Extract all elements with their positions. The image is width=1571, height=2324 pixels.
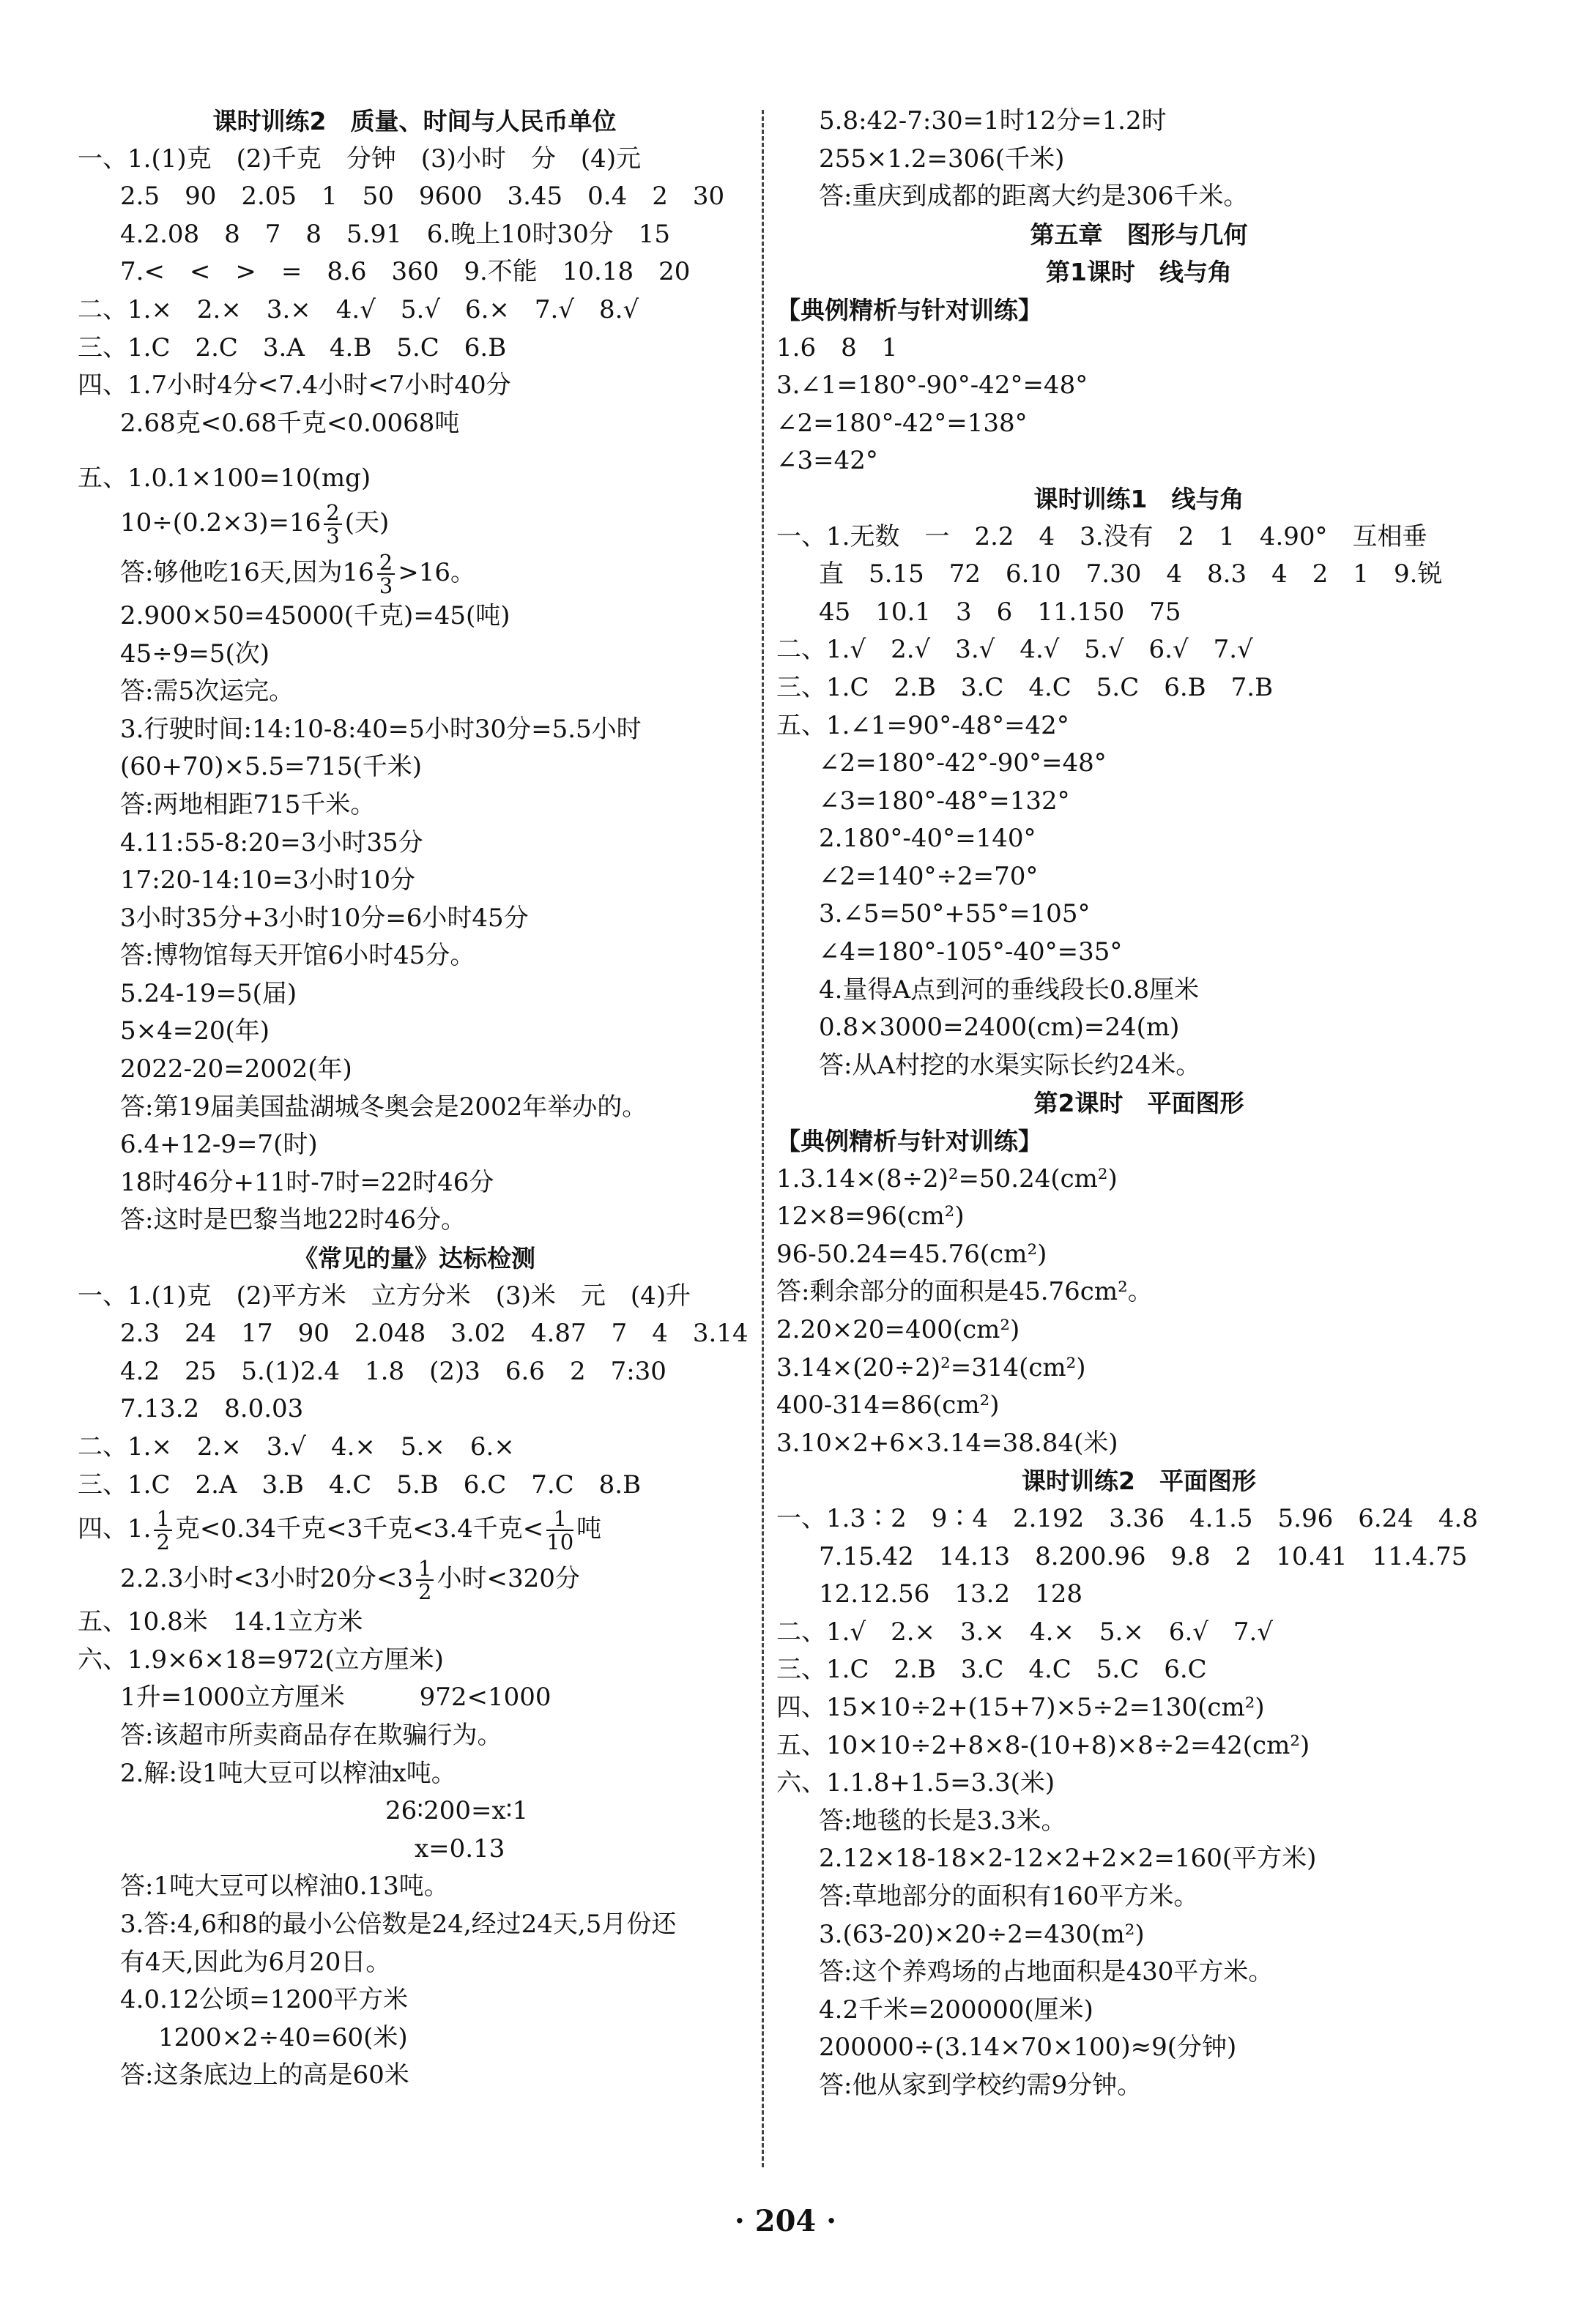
answer-line: ∠3=180°-48°=132° — [819, 786, 1070, 816]
answer-line: ∠2=140°÷2=70° — [819, 861, 1039, 891]
fraction — [416, 1557, 434, 1604]
line-text: >16。 — [398, 557, 476, 587]
line-text: 小时<320分 — [437, 1564, 580, 1594]
answer-line: 三、1.C 2.B 3.C 4.C 5.C 6.C — [776, 1655, 1207, 1685]
answer-line: ∠3=42° — [776, 446, 878, 476]
answer-line: 直 5.15 72 6.10 7.30 4 8.3 4 2 1 9.锐 — [819, 559, 1443, 589]
answer-line: 3.∠1=180°-90°-42°=48° — [776, 370, 1088, 401]
column-divider — [762, 110, 764, 2167]
answer-line: 二、1.× 2.× 3.√ 4.× 5.× 6.× — [78, 1432, 515, 1461]
answer-line: 答:两地相距715千米。 — [120, 789, 376, 819]
answer-line: 答:该超市所卖商品存在欺骗行为。 — [120, 1720, 502, 1750]
answer-line: 二、1.√ 2.√ 3.√ 4.√ 5.√ 6.√ 7.√ — [776, 635, 1253, 665]
line-text: 答:够他吃16天,因为16 — [120, 557, 374, 587]
answer-line: 5×4=20(年) — [120, 1016, 270, 1046]
fraction-numerator: 2 — [377, 551, 395, 575]
answer-line: 12.12.56 13.2 128 — [819, 1579, 1083, 1609]
answer-line: ∠4=180°-105°-40°=35° — [819, 937, 1123, 967]
answer-line: 答:重庆到成都的距离大约是306千米。 — [819, 182, 1249, 212]
answer-line: 2.解:设1吨大豆可以榨油x吨。 — [120, 1758, 456, 1788]
answer-line: 1.6 8 1 — [776, 332, 898, 362]
answer-line: 三、1.C 2.C 3.A 4.B 5.C 6.B — [78, 332, 507, 362]
section-title: 《常见的量》达标检测 — [294, 1244, 535, 1273]
section-title: 课时训练2 质量、时间与人民币单位 — [212, 107, 617, 135]
answer-line: ∠2=180°-42°=138° — [776, 408, 1028, 438]
answer-line: 答:第19届美国盐湖城冬奥会是2002年举办的。 — [120, 1092, 647, 1122]
answer-line: 2.68克<0.68千克<0.0068吨 — [120, 408, 460, 438]
answer-line: 18时46分+11时-7时=22时46分 — [120, 1167, 494, 1197]
answer-line — [78, 1554, 751, 1604]
answer-line: 255×1.2=306(千米) — [819, 144, 1065, 174]
answer-line: (60+70)×5.5=715(千米) — [120, 752, 423, 782]
answer-line: 3.14×(20÷2)²=314(cm²) — [776, 1352, 1086, 1382]
fraction-numerator: 1 — [416, 1557, 434, 1581]
fraction-denominator: 10 — [546, 1530, 574, 1555]
answer-line: 答:需5次运完。 — [120, 677, 294, 707]
answer-line: 6.4+12-9=7(时) — [120, 1130, 318, 1160]
fraction-numerator: 2 — [324, 502, 341, 525]
section-label: 【典例精析与针对训练】 — [776, 295, 1042, 324]
answer-line: 12×8=96(cm²) — [776, 1202, 965, 1232]
fraction-numerator: 1 — [546, 1508, 573, 1531]
answer-line: 一、1.3∶2 9∶4 2.192 3.36 4.1.5 5.96 6.24 4.8 — [776, 1503, 1478, 1533]
answer-line: 二、1.√ 2.× 3.× 4.× 5.× 6.√ 7.√ — [776, 1617, 1274, 1647]
section-title: 第2课时 平面图形 — [1033, 1089, 1244, 1118]
answer-line: 1200×2÷40=60(米) — [158, 2022, 408, 2052]
answer-line: 2.12×18-18×2-12×2+2×2=160(平方米) — [819, 1844, 1317, 1874]
answer-line: 2.3 24 17 90 2.048 3.02 4.87 7 4 3.14 — [120, 1319, 749, 1349]
section-label: 【典例精析与针对训练】 — [776, 1127, 1042, 1156]
line-text: 10÷(0.2×3)=16 — [120, 507, 322, 537]
answer-line: 5.8:42-7:30=1时12分=1.2时 — [819, 106, 1167, 135]
fraction-numerator: 1 — [154, 1508, 171, 1531]
line-text: 吨 — [576, 1514, 602, 1544]
answer-line: 4.2.08 8 7 8 5.91 6.晚上10时30分 15 — [120, 219, 670, 249]
answer-line: 45÷9=5(次) — [120, 638, 270, 668]
answer-line: 2022-20=2002(年) — [120, 1054, 352, 1084]
answer-line: 三、1.C 2.B 3.C 4.C 5.C 6.B 7.B — [776, 672, 1274, 702]
answer-line: 四、15×10÷2+(15+7)×5÷2=130(cm²) — [776, 1692, 1265, 1722]
line-text: 克<0.34千克<3千克<3.4千克< — [174, 1514, 544, 1544]
answer-line: 答:从A村挖的水渠实际长约24米。 — [819, 1050, 1201, 1080]
answer-line: ∠2=180°-42°-90°=48° — [819, 748, 1107, 778]
answer-line: 答:博物馆每天开馆6小时45分。 — [120, 941, 475, 971]
answer-line: 4.11:55-8:20=3小时35分 — [120, 827, 423, 857]
fraction-denominator: 2 — [418, 1579, 432, 1605]
answer-line: 2.20×20=400(cm²) — [776, 1315, 1020, 1344]
answer-line: 45 10.1 3 6 11.150 75 — [819, 597, 1181, 627]
page-number: · 204 · — [734, 2204, 837, 2238]
answer-line: 五、1.0.1×100=10(mg) — [78, 463, 371, 494]
fraction — [377, 551, 395, 597]
line-text: (天) — [344, 507, 390, 537]
right-column — [776, 103, 1501, 2104]
answer-line: 3小时35分+3小时10分=6小时45分 — [120, 903, 529, 933]
answer-line: 一、1.(1)克 (2)千克 分钟 (3)小时 分 (4)元 — [78, 144, 642, 174]
answer-line — [78, 498, 751, 548]
answer-line: 5.24-19=5(届) — [120, 978, 297, 1008]
answer-line: 400-314=86(cm²) — [776, 1390, 1000, 1420]
answer-line: 六、1.9×6×18=972(立方厘米) — [78, 1645, 444, 1675]
fraction — [324, 499, 341, 548]
answer-line — [78, 548, 751, 597]
answer-line: 2.5 90 2.05 1 50 9600 3.45 0.4 2 30 — [120, 182, 725, 212]
fraction-denominator: 3 — [379, 573, 393, 598]
section-title: 第五章 图形与几何 — [1030, 220, 1248, 249]
answer-line: 3.10×2+6×3.14=38.84(米) — [776, 1428, 1118, 1458]
answer-line: 六、1.1.8+1.5=3.3(米) — [776, 1768, 1055, 1798]
answer-line: 26∶200=x∶1 — [385, 1796, 529, 1826]
answer-line: x=0.13 — [415, 1833, 505, 1863]
fraction — [154, 1505, 171, 1555]
answer-line: 一、1.(1)克 (2)平方米 立方分米 (3)米 元 (4)升 — [78, 1281, 691, 1311]
answer-line: 1升=1000立方厘米 972<1000 — [120, 1683, 551, 1713]
left-column — [78, 103, 751, 2095]
answer-line: 三、1.C 2.A 3.B 4.C 5.B 6.C 7.C 8.B — [78, 1470, 642, 1500]
section-title: 课时训练2 平面图形 — [1022, 1467, 1256, 1496]
answer-line: 2.900×50=45000(千克)=45(吨) — [120, 600, 510, 630]
answer-line: 3.(63-20)×20÷2=430(m²) — [819, 1919, 1145, 1949]
answer-line: 96-50.24=45.76(cm²) — [776, 1239, 1047, 1269]
answer-line: 一、1.无数 一 2.2 4 3.没有 2 1 4.90° 互相垂 — [776, 521, 1427, 551]
answer-line: 答:1吨大豆可以榨油0.13吨。 — [120, 1872, 449, 1902]
answer-line: 7.15.42 14.13 8.200.96 9.8 2 10.41 11.4.75 — [819, 1541, 1468, 1571]
answer-line: 答:这时是巴黎当地22时46分。 — [120, 1205, 466, 1235]
answer-line: 3.∠5=50°+55°=105° — [819, 899, 1091, 929]
answer-line: 4.2 25 5.(1)2.4 1.8 (2)3 6.6 2 7:30 — [120, 1356, 666, 1386]
fraction — [546, 1505, 574, 1555]
answer-line: 4.量得A点到河的垂线段长0.8厘米 — [819, 975, 1200, 1005]
answer-line: 7.13.2 8.0.03 — [120, 1394, 304, 1424]
answer-line: 二、1.× 2.× 3.× 4.√ 5.√ 6.× 7.√ 8.√ — [78, 294, 639, 324]
answer-line: 0.8×3000=2400(cm)=24(m) — [819, 1013, 1180, 1043]
answer-line: 五、10.8米 14.1立方米 — [78, 1607, 363, 1637]
line-text: 2.2.3小时<3小时20分<3 — [120, 1564, 414, 1594]
answer-line: 答:这条底边上的高是60米 — [120, 2060, 409, 2090]
answer-line: 2.180°-40°=140° — [819, 824, 1036, 854]
answer-line: 四、1.7小时4分<7.4小时<7小时40分 — [78, 370, 511, 401]
answer-line: 答:地毯的长是3.3米。 — [819, 1806, 1066, 1836]
answer-line: 3.行驶时间:14:10-8:40=5小时30分=5.5小时 — [120, 714, 642, 744]
fraction-denominator: 2 — [156, 1530, 170, 1555]
answer-line: 1.3.14×(8÷2)²=50.24(cm²) — [776, 1163, 1118, 1193]
section-title: 第1课时 线与角 — [1046, 258, 1232, 287]
line-text: 四、1. — [78, 1514, 152, 1544]
answer-line: 3.答:4,6和8的最小公倍数是24,经过24天,5月份还 — [120, 1909, 677, 1939]
answer-line: 答:草地部分的面积有160平方米。 — [819, 1881, 1199, 1911]
answer-line: 答:他从家到学校约需9分钟。 — [819, 2070, 1143, 2100]
answer-line: 4.2千米=200000(厘米) — [819, 1995, 1093, 2025]
answer-line: 答:这个养鸡场的占地面积是430平方米。 — [819, 1957, 1274, 1987]
answer-line: 答:剩余部分的面积是45.76cm²。 — [776, 1277, 1153, 1307]
section-title: 课时训练1 线与角 — [1033, 484, 1244, 513]
answer-line: 五、10×10÷2+8×8-(10+8)×8÷2=42(cm²) — [776, 1730, 1310, 1760]
answer-line: 五、1.∠1=90°-48°=42° — [776, 710, 1069, 740]
answer-line: 200000÷(3.14×70×100)≈9(分钟) — [819, 2033, 1237, 2063]
answer-line: 7.< < > = 8.6 360 9.不能 10.18 20 — [120, 257, 691, 287]
fraction-denominator: 3 — [326, 523, 340, 548]
answer-line — [78, 1504, 751, 1554]
answer-line: 17:20-14:10=3小时10分 — [120, 865, 415, 895]
answer-line: 有4天,因此为6月20日。 — [120, 1947, 391, 1977]
answer-line: 4.0.12公顷=1200平方米 — [120, 1985, 409, 2015]
